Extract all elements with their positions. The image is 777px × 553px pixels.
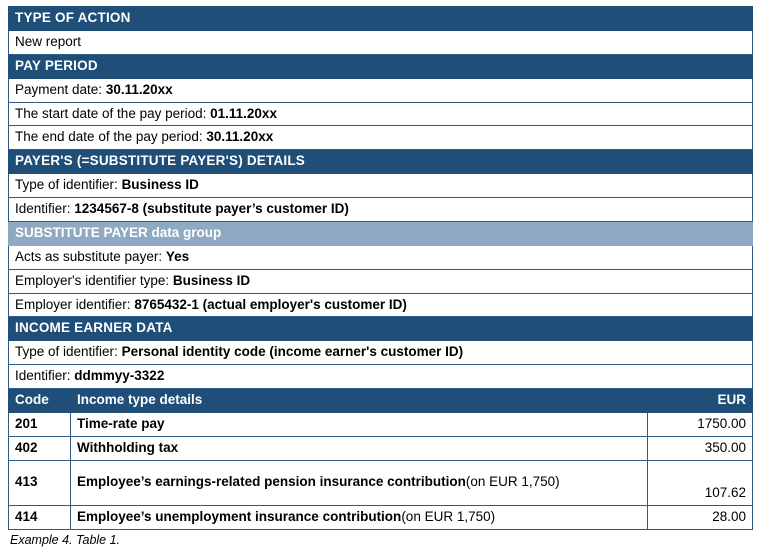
- table-row: [9, 412, 753, 436]
- table-row: [9, 436, 753, 460]
- section-type-of-action: TYPE OF ACTION: [9, 7, 753, 31]
- earnings-report-table: [8, 6, 753, 530]
- row-value: 8765432-1 (actual employer's customer ID): [134, 296, 407, 312]
- row-value: ddmmyy-3322: [74, 368, 165, 384]
- row-label: Acts as substitute payer:: [15, 248, 166, 264]
- row-label: Payment date:: [15, 81, 106, 97]
- row-label: Identifier:: [15, 368, 75, 384]
- row-label: Type of identifier:: [15, 177, 122, 193]
- section-header-row: [9, 150, 753, 174]
- income-details-bold: Withholding tax: [77, 439, 179, 455]
- field-acts-as-substitute-payer: [9, 245, 753, 269]
- row-label: New report: [15, 33, 82, 49]
- column-header-income-type-details: Income type details: [71, 389, 648, 413]
- table-row: [9, 245, 753, 269]
- income-amount: 1750.00: [647, 412, 752, 436]
- column-header-row: [9, 389, 753, 413]
- income-amount: 350.00: [647, 436, 752, 460]
- row-value: 01.11.20xx: [210, 105, 277, 121]
- field-payer-identifier-type: [9, 174, 753, 198]
- income-details: [71, 436, 648, 460]
- section-header-row: [9, 7, 753, 31]
- income-details-note: (on EUR 1,750): [401, 508, 496, 524]
- table-caption: Example 4. Table 1.: [10, 532, 121, 547]
- row-label: The start date of the pay period:: [15, 105, 211, 121]
- table-row: [9, 341, 753, 365]
- section-header-row: [9, 317, 753, 341]
- table-row: [9, 198, 753, 222]
- row-value: Business ID: [121, 177, 199, 193]
- income-details-bold: Time-rate pay: [77, 415, 165, 431]
- table-row: [9, 30, 753, 54]
- section-header-row: [9, 54, 753, 78]
- row-label: Employer's identifier type:: [15, 272, 173, 288]
- section-income-earner-data: INCOME EARNER DATA: [9, 317, 753, 341]
- table-row: [9, 505, 753, 529]
- row-label: Employer identifier:: [15, 296, 135, 312]
- value-new-report: [9, 30, 753, 54]
- table-row: [9, 269, 753, 293]
- field-earner-identifier-type: [9, 341, 753, 365]
- field-payer-identifier: [9, 198, 753, 222]
- row-label: The end date of the pay period:: [15, 129, 207, 145]
- subsection-header-row: [9, 221, 753, 245]
- income-details: [71, 460, 648, 505]
- table-row: [9, 174, 753, 198]
- income-details-note: (on EUR 1,750): [465, 474, 560, 490]
- column-header-eur: EUR: [647, 389, 752, 413]
- field-pay-period-start: [9, 102, 753, 126]
- field-payment-date: [9, 78, 753, 102]
- income-details: [71, 412, 648, 436]
- row-label: Identifier:: [15, 201, 75, 216]
- income-code: 402: [9, 436, 71, 460]
- row-value: Yes: [165, 248, 190, 264]
- field-employer-identifier-type: [9, 269, 753, 293]
- section-pay-period: PAY PERIOD: [9, 54, 753, 78]
- column-header-code: Code: [9, 389, 71, 413]
- income-details: [71, 505, 648, 529]
- table-row: [9, 365, 753, 389]
- field-pay-period-end: [9, 126, 753, 150]
- income-amount: 28.00: [647, 505, 752, 529]
- row-value: Personal identity code (income earner's customer ID): [121, 344, 464, 360]
- field-employer-identifier: [9, 293, 753, 317]
- income-details-bold: Employee’s earnings-related pension insurance contribution: [77, 474, 466, 490]
- row-label: Type of identifier:: [15, 344, 122, 360]
- section-payer-details: PAYER'S (=SUBSTITUTE PAYER'S) DETAILS: [9, 150, 753, 174]
- income-details-bold: Employee’s unemployment insurance contribution: [77, 508, 402, 524]
- subsection-substitute-payer: SUBSTITUTE PAYER data group: [9, 221, 753, 245]
- table-row: [9, 78, 753, 102]
- table-body: [9, 7, 753, 530]
- table-row: [9, 126, 753, 150]
- table-row: [9, 460, 753, 505]
- table-row: [9, 102, 753, 126]
- row-value: Business ID: [172, 272, 251, 288]
- field-earner-identifier: [9, 365, 753, 389]
- table-row: [9, 293, 753, 317]
- row-value: 30.11.20xx: [206, 129, 274, 145]
- row-value: 30.11.20xx: [105, 81, 173, 97]
- row-value: 1234567-8 (substitute payer’s customer ID): [74, 201, 349, 216]
- income-code: 414: [9, 505, 71, 529]
- income-code: 201: [9, 412, 71, 436]
- income-code: 413: [9, 460, 71, 505]
- income-amount: 107.62: [647, 460, 752, 505]
